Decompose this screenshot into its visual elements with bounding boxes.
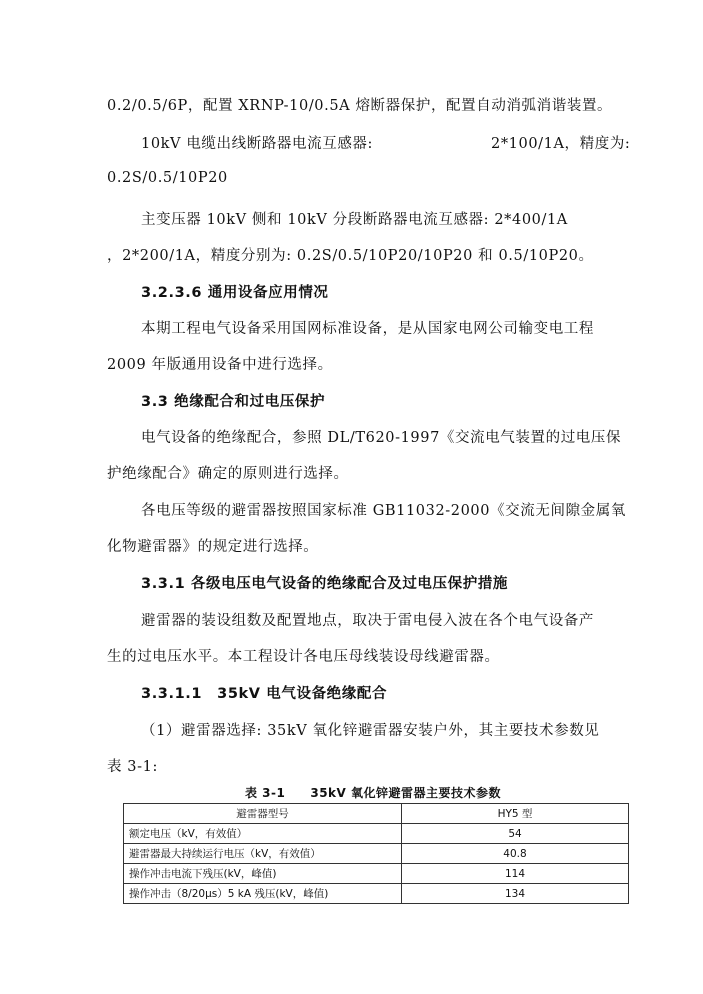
table-cell: 134	[402, 884, 629, 904]
section-heading: 3.3.1 各级电压电气设备的绝缘配合及过电压保护措施	[141, 576, 509, 592]
section-heading: 3.3 绝缘配合和过电压保护	[141, 394, 326, 410]
table-cell: 避雷器最大持续运行电压（kV，有效值）	[124, 844, 402, 864]
section-heading: 3.2.3.6 通用设备应用情况	[141, 285, 329, 301]
paragraph-line: 化物避雷器》的规定进行选择。	[107, 539, 319, 555]
paragraph-line: 电气设备的绝缘配合，参照 DL/T620-1997《交流电气装置的过电压保	[141, 430, 622, 446]
table-cell: 114	[402, 864, 629, 884]
paragraph-line: 表 3-1:	[107, 759, 158, 775]
table-row	[124, 884, 629, 904]
paragraph-line: 各电压等级的避雷器按照国家标准 GB11032-2000《交流无间隙金属氧	[141, 503, 626, 519]
paragraph-line: 生的过电压水平。本工程设计各电压母线装设母线避雷器。	[107, 649, 500, 665]
section-heading: 3.3.1.1 35kV 电气设备绝缘配合	[141, 686, 388, 702]
table-row	[124, 844, 629, 864]
paragraph-line: 2009 年版通用设备中进行选择。	[107, 357, 333, 373]
paragraph-line: 0.2S/0.5/10P20	[107, 170, 228, 186]
table-cell: 54	[402, 824, 629, 844]
table-cell: 操作冲击电流下残压(kV，峰值)	[124, 864, 402, 884]
paragraph-line: （1）避雷器选择: 35kV 氧化锌避雷器安装户外，其主要技术参数见	[141, 723, 600, 739]
table-row	[124, 864, 629, 884]
table-header-cell: HY5 型	[402, 804, 629, 824]
table-cell: 40.8	[402, 844, 629, 864]
table-cell: 操作冲击（8/20μs）5 kA 残压(kV，峰值)	[124, 884, 402, 904]
parameters-table	[123, 803, 629, 904]
paragraph-line: 本期工程电气设备采用国网标准设备，是从国家电网公司输变电工程	[141, 321, 594, 337]
table-header-row	[124, 804, 629, 824]
paragraph-line: 10kV 电缆出线断路器电流互感器:	[141, 136, 374, 152]
paragraph-line: 0.2/0.5/6P，配置 XRNP-10/0.5A 熔断器保护，配置自动消弧消谐装置。	[107, 98, 613, 114]
table-caption: 表 3-1 35kV 氧化锌避雷器主要技术参数	[245, 786, 502, 800]
paragraph-line: 避雷器的装设组数及配置地点，取决于雷电侵入波在各个电气设备产	[141, 613, 594, 629]
table-row	[124, 824, 629, 844]
paragraph-line: ，2*200/1A，精度分别为: 0.2S/0.5/10P20/10P20 和 0.5/10P20。	[107, 248, 594, 264]
paragraph-line: 护绝缘配合》确定的原则进行选择。	[107, 466, 349, 482]
table-cell: 额定电压（kV，有效值）	[124, 824, 402, 844]
paragraph-line: 2*100/1A，精度为:	[491, 136, 631, 152]
table-header-cell: 避雷器型号	[124, 804, 402, 824]
paragraph-line: 主变压器 10kV 侧和 10kV 分段断路器电流互感器: 2*400/1A	[141, 212, 568, 228]
